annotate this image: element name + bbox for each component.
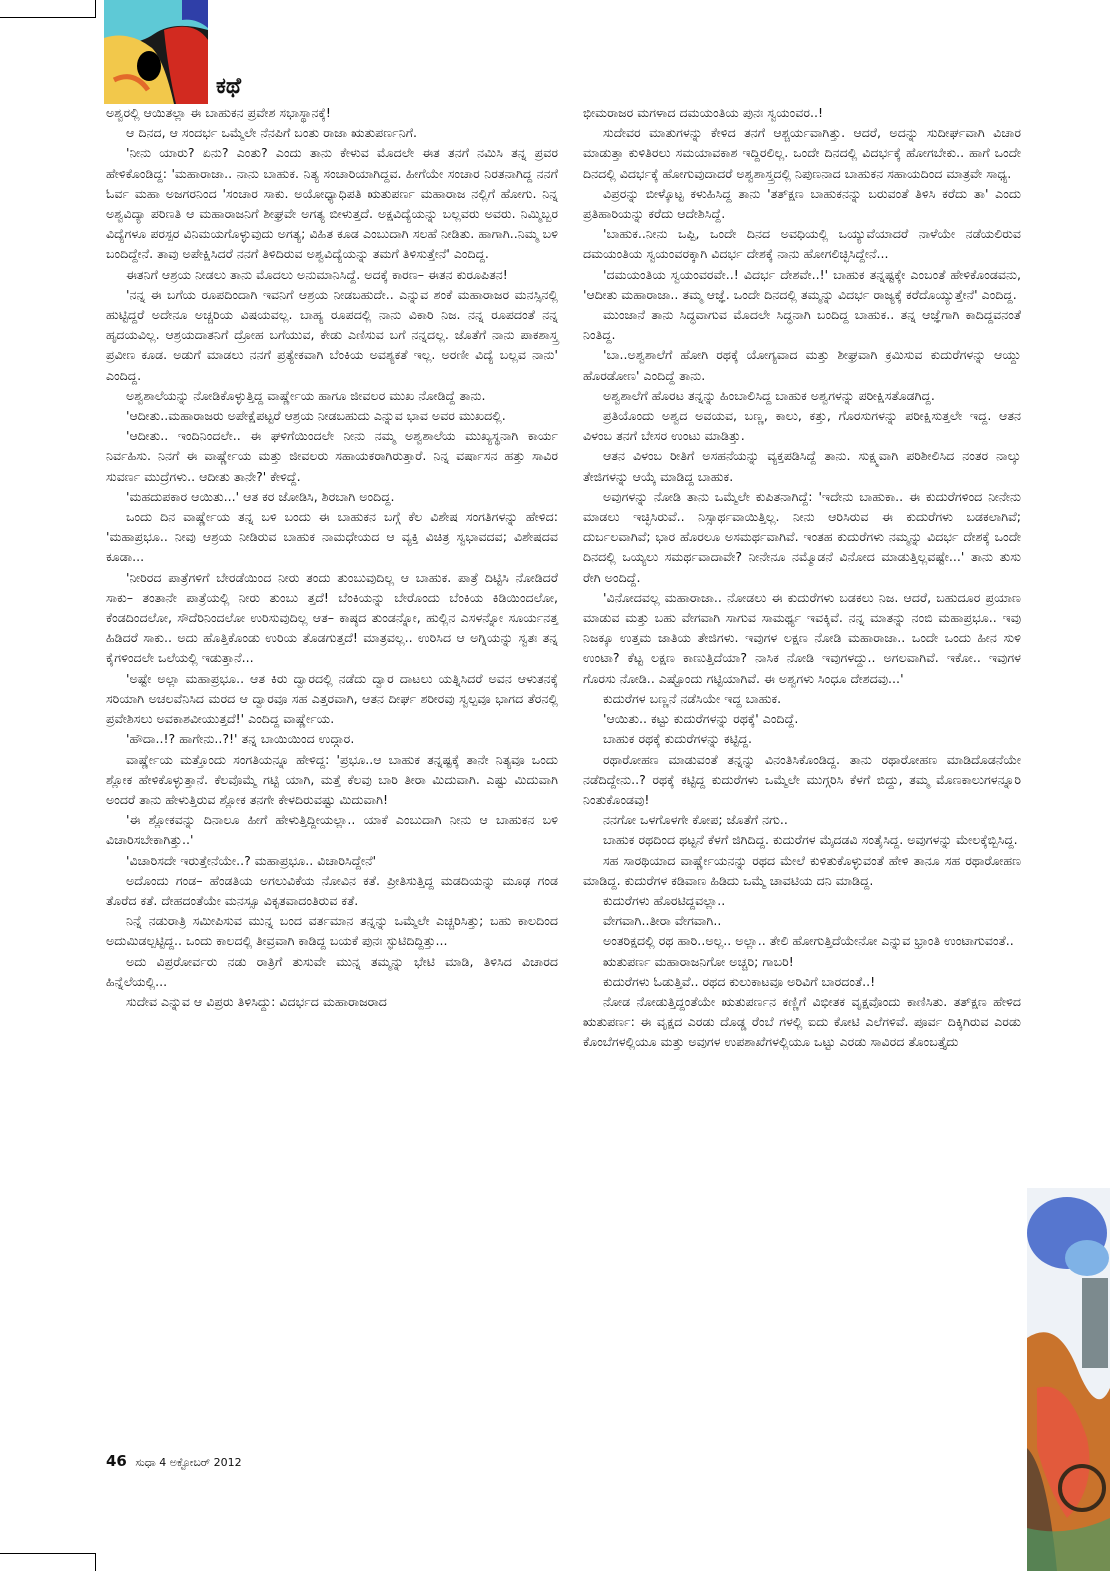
- paragraph: ನೋಡ ನೋಡುತ್ತಿದ್ದಂತೆಯೇ ಋತುಪರ್ಣನ ಕಣ್ಣಿಗೆ ವಿಭೀತಕ ವೃಕ್ಷವೊಂದು ಕಾಣಿಸಿತು. ತತ್‌ಕ್ಷಣ ಹೇಳಿದ ಋತುಪರ್ಣ: ಈ ವೃಕ್ಷದ ಎರಡು ದೊಡ್ಡ ರೆಂಬೆ ಗಳಲ್ಲಿ ಐದು ಕೋಟಿ ಎಲೆಗಳಿವೆ. ಪೂರ್ವ ದಿಕ್ಕಿಗಿರುವ ಎರಡು ಕೊಂಬೆಗಳಲ್ಲಿಯೂ ಮತ್ತು ಅವುಗಳ ಉಪಶಾಖೆಗಳಲ್ಲಿಯೂ ಒಟ್ಟು ಎರಡು ಸಾವಿರದ ತೊಂಬತ್ತೈದು: [583, 993, 1021, 1050]
- paragraph: ಅಶ್ವರಲ್ಲಿ ಆಯಿತಲ್ಲಾ ಈ ಬಾಹುಕನ ಪ್ರವೇಶ ಸಭಾಸ್ಥಾನಕ್ಕೆ!: [106, 105, 331, 120]
- paragraph: 'ದಮಯಂತಿಯ ಸ್ವಯಂವರವೇ..! ವಿದರ್ಭ ದೇಶವೇ..!' ಬಾಹುಕ ತನ್ನಷ್ಟಕ್ಕೇ ಎಂಬಂತೆ ಹೇಳಿಕೊಂಡವನು, 'ಆದೀತು ಮಹಾರಾಜಾ.. ತಮ್ಮ ಆಜ್ಞೆ. ಒಂದೇ ದಿನದಲ್ಲಿ ತಮ್ಮನ್ನು ವಿದರ್ಭ ರಾಜ್ಯಕ್ಕೆ ಕರೆದೊಯ್ಯುತ್ತೇನೆ' ಎಂದಿದ್ದ.: [583, 266, 1021, 302]
- paragraph: ನಿನ್ನೆ ನಡುರಾತ್ರಿ ಸಮೀಪಿಸುವ ಮುನ್ನ ಬಂದ ವರ್ತಮಾನ ತನ್ನನ್ನು ಒಮ್ಮೆಲೇ ಎಚ್ಚರಿಸಿತ್ತು; ಬಹು ಕಾಲದಿಂದ ಅದುಮಿಡಲ್ಪಟ್ಟಿದ್ದ.. ಒಂದು ಕಾಲದಲ್ಲಿ ತೀವ್ರವಾಗಿ ಕಾಡಿದ್ದ ಬಯಕೆ ಪುನಃ ಸ್ಫುಟಿದಿದ್ದಿತ್ತು...: [106, 913, 558, 949]
- crop-mark: [95, 1553, 96, 1571]
- paragraph: ಮುಂಜಾನೆ ತಾನು ಸಿದ್ಧವಾಗುವ ಮೊದಲೇ ಸಿದ್ಧನಾಗಿ ಬಂದಿದ್ದ ಬಾಹುಕ.. ತನ್ನ ಆಜ್ಞೆಗಾಗಿ ಕಾದಿದ್ದವನಂತೆ ನಿಂತಿದ್ದ.: [583, 307, 1021, 343]
- paragraph: ಕುದುರೆಗಳು ಓಡುತ್ತಿವೆ.. ರಥದ ಕುಲುಕಾಟವೂ ಅರಿವಿಗೆ ಬಾರದಂತೆ..!: [603, 973, 876, 989]
- paragraph: 'ಈ ಶ್ಲೋಕವನ್ನು ದಿನಾಲೂ ಹೀಗೆ ಹೇಳುತ್ತಿದ್ದೀಯಲ್ಲಾ.. ಯಾಕೆ ಎಂಬುದಾಗಿ ನೀನು ಆ ಬಾಹುಕನ ಬಳಿ ವಿಚಾರಿಸಬೇಕಾಗಿತ್ತು..': [106, 812, 558, 848]
- paragraph: ಅವುಗಳನ್ನು ನೋಡಿ ತಾನು ಒಮ್ಮೆಲೇ ಕುಪಿತನಾಗಿದ್ದೆ: 'ಇದೇನು ಬಾಹುಕಾ.. ಈ ಕುದುರೆಗಳಿಂದ ನೀನೇನು ಮಾಡಲು ಇಚ್ಛಿಸಿರುವೆ.. ನಿಸ್ಸಾರ್ಥವಾಯಿತ್ತಿಲ್ಲ. ನೀನು ಆರಿಸಿರುವ ಈ ಕುದುರೆಗಳು ಬಡಕಲಾಗಿವೆ; ದುರ್ಬಲವಾಗಿವೆ; ಭಾರ ಹೊರಲೂ ಅಸಮರ್ಥವಾಗಿವೆ. ಇಂತಹ ಕುದುರೆಗಳು ನಮ್ಮನ್ನು ವಿದರ್ಭ ದೇಶಕ್ಕೆ ಒಂದೇ ದಿನದಲ್ಲಿ ಒಯ್ಯಲು ಸಮರ್ಥವಾದಾವೇ? ನೀನೇನೂ ನಮ್ಮೊಡನೆ ವಿನೋದ ಮಾಡುತ್ತಿಲ್ಲವಷ್ಟೇ...' ತಾನು ತುಸು ರೇಗಿ ಅಂದಿದ್ದೆ.: [583, 488, 1021, 585]
- paragraph: 'ನನ್ನ ಈ ಬಗೆಯ ರೂಪದಿಂದಾಗಿ ಇವನಿಗೆ ಆಶ್ರಯ ನೀಡಬಹುದೇ.. ಎನ್ನುವ ಶಂಕೆ ಮಹಾರಾಜರ ಮನಸ್ಸಿನಲ್ಲಿ ಹುಟ್ಟಿದ್ದರೆ ಅದೇನೂ ಅಚ್ಚರಿಯ ವಿಷಯವಲ್ಲ. ಬಾಹ್ಯ ರೂಪದಲ್ಲಿ ನಾನು ವಿಕಾರಿ ನಿಜ. ನನ್ನ ರೂಪದಂತೆ ನನ್ನ ಹೃದಯವಿಲ್ಲ. ಆಶ್ರಯದಾತನಿಗೆ ದ್ರೋಹ ಬಗೆಯುವ, ಕೇಡು ಎಣಿಸುವ ಬಗೆ ನನ್ನದಲ್ಲ. ಜೊತೆಗೆ ನಾನು ಪಾಕಶಾಸ್ತ್ರ ಪ್ರವೀಣ ಕೂಡ. ಅಡುಗೆ ಮಾಡಲು ನನಗೆ ಪ್ರತ್ಯೇಕವಾಗಿ ಬೆಂಕಿಯ ಅವಶ್ಯಕತೆ ಇಲ್ಲ. ಅರಣೀ ವಿದ್ಯೆ ಬಲ್ಲವ ನಾನು' ಎಂದಿದ್ದ.: [106, 286, 558, 383]
- paragraph: 'ವಿಚಾರಿಸದೇ ಇರುತ್ತೇನೆಯೇ..? ಮಹಾಪ್ರಭೂ.. ವಿಚಾರಿಸಿದ್ದೇನೆ': [126, 852, 377, 868]
- paragraph: 'ನೀರಿರದ ಪಾತ್ರೆಗಳಿಗೆ ಬೇರಡೆಯಿಂದ ನೀರು ತಂದು ತುಂಬುವುದಿಲ್ಲ ಆ ಬಾಹುಕ. ಪಾತ್ರೆ ದಿಟ್ಟಿಸಿ ನೋಡಿದರೆ ಸಾಕು– ತಂತಾನೇ ಪಾತ್ರೆಯಲ್ಲಿ ನೀರು ತುಂಬು ತ್ತದೆ! ಬೆಂಕಿಯನ್ನು ಬೇರೊಂದು ಬೆಂಕಿಯ ಕಿಡಿಯಿಂದಲೋ, ಕೆಂಡದಿಂದಲೋ, ಸೌದೆರಿನಿಂದಲೋ ಉರಿಸುವುದಿಲ್ಲ ಆತ– ಕಾಷ್ಠದ ತುಂಡನ್ನೋ, ಹುಲ್ಲಿನ ಎಸಳನ್ನೋ ಸೂರ್ಯನತ್ತ ಹಿಡಿದರೆ ಸಾಕು.. ಅದು ಹೊತ್ತಿಕೊಂಡು ಉರಿಯ ತೊಡಗುತ್ತದೆ! ಮಾತ್ರವಲ್ಲ.. ಉರಿಸಿದ ಆ ಅಗ್ನಿಯನ್ನು ಸ್ವತಃ ತನ್ನ ಕೈಗಳಿಂದಲೇ ಒಲೆಯಲ್ಲಿ ಇಡುತ್ತಾನೆ...: [106, 569, 558, 666]
- story-illustration-icon: [104, 0, 208, 104]
- paragraph: ಈತನಿಗೆ ಆಶ್ರಯ ನೀಡಲು ತಾನು ಮೊದಲು ಅನುಮಾನಿಸಿದ್ದೆ. ಅದಕ್ಕೆ ಕಾರಣ– ಈತನ ಕುರೂಪಿತನ!: [126, 266, 508, 282]
- section-label: ಕಥೆ: [216, 74, 241, 99]
- paragraph: ಭೀಮರಾಜರ ಮಗಳಾದ ದಮಯಂತಿಯ ಪುನಃ ಸ್ವಯಂವರ..!: [583, 105, 824, 120]
- issue-date: 4 ಅಕ್ಟೋಬರ್ 2012: [159, 1456, 242, 1469]
- paragraph: 'ವಿನೋದವಲ್ಲ ಮಹಾರಾಜಾ.. ನೋಡಲು ಈ ಕುದುರೆಗಳು ಬಡಕಲು ನಿಜ. ಆದರೆ, ಬಹುದೂರ ಪ್ರಯಾಣ ಮಾಡುವ ಮತ್ತು ಬಹು ವೇಗವಾಗಿ ಸಾಗುವ ಸಾಮರ್ಥ್ಯ ಇವಕ್ಕಿವೆ. ನನ್ನ ಮಾತನ್ನು ನಂಬಿ ಮಹಾಪ್ರಭೂ.. ಇವು ನಿಜಕ್ಕೂ ಉತ್ತಮ ಜಾತಿಯ ತೇಜಿಗಳು. ಇವುಗಳ ಲಕ್ಷಣ ನೋಡಿ ಮಹಾರಾಜಾ.. ಒಂದೇ ಒಂದು ಹೀನ ಸುಳಿ ಉಂಟಾ? ಕೆಟ್ಟ ಲಕ್ಷಣ ಕಾಣುತ್ತಿದೆಯಾ? ನಾಸಿಕ ನೋಡಿ ಇವುಗಳದ್ದು.. ಅಗಲವಾಗಿವೆ. ಇಕೋ.. ಇವುಗಳ ಗೊರಸು ನೋಡಿ.. ಎಷ್ಟೊಂದು ಗಟ್ಟಿಯಾಗಿವೆ. ಈ ಅಶ್ವಗಳು ಸಿಂಧೂ ದೇಶದವು...': [583, 589, 1021, 686]
- paragraph: ಒಂದು ದಿನ ವಾರ್ಷ್ಣೇಯ ತನ್ನ ಬಳಿ ಬಂದು ಈ ಬಾಹುಕನ ಬಗ್ಗೆ ಕೆಲ ವಿಶೇಷ ಸಂಗತಿಗಳನ್ನು ಹೇಳಿದ: 'ಮಹಾಪ್ರಭೂ.. ನೀವು ಆಶ್ರಯ ನೀಡಿರುವ ಬಾಹುಕ ನಾಮಧೇಯದ ಆ ವ್ಯಕ್ತಿ ವಿಚಿತ್ರ ಸ್ವಭಾವದವ; ವಿಶೇಷದವ ಕೂಡಾ...: [106, 509, 558, 565]
- paragraph: 'ನೀನು ಯಾರು? ಏನು? ಎಂತು? ಎಂದು ತಾನು ಕೇಳುವ ಮೊದಲೇ ಈತ ತನಗೆ ನಮಿಸಿ ತನ್ನ ಪ್ರವರ ಹೇಳಿಕೊಂಡಿದ್ದ: 'ಮಹಾರಾಜಾ.. ನಾನು ಬಾಹುಕ. ನಿತ್ಯ ಸಂಚಾರಿಯಾಗಿದ್ದವ. ಹೀಗೆಯೇ ಸಂಚಾರ ನಿರತನಾಗಿದ್ದ ನನಗೆ ಓರ್ವ ಮಹಾ ಅಜಗರನಿಂದ 'ಸಂಚಾರ ಸಾಕು. ಅಯೋಧ್ಯಾಧಿಪತಿ ಋತುಪರ್ಣ ಮಹಾರಾಜ ನಲ್ಲಿಗೆ ಹೋಗು. ನಿನ್ನ ಅಶ್ವವಿದ್ಯಾ ಪರಿಣತಿ ಆ ಮಹಾರಾಜನಿಗೆ ಶೀಘ್ರವೇ ಅಗತ್ಯ ಬೀಳುತ್ತದೆ. ಅಕ್ಷವಿದ್ಯೆಯನ್ನು ಬಲ್ಲವರು ಅವರು. ನಿಮ್ಮಿಬ್ಬರ ವಿದ್ಯೆಗಳೂ ಪರಸ್ಪರ ವಿನಿಮಯಗೊಳ್ಳುವುದು ಅಗತ್ಯ; ವಿಹಿತ ಕೂಡ ಎಂಬುದಾಗಿ ಸಲಹೆ ನೀಡಿತು. ಹಾಗಾಗಿ..ನಿಮ್ಮ ಬಳಿ ಬಂದಿದ್ದೇನೆ. ತಾವು ಅಪೇಕ್ಷಿಸಿದರೆ ನನಗೆ ತಿಳಿದಿರುವ ಅಶ್ವವಿದ್ಯೆಯನ್ನು ತಮಗೆ ತಿಳಿಸುತ್ತೇನೆ' ಎಂದಿದ್ದ.: [106, 145, 558, 262]
- paragraph: ಬಾಹುಕ ರಥದಿಂದ ಥಟ್ಟನೆ ಕೆಳಗೆ ಜಿಗಿದಿದ್ದ. ಕುದುರೆಗಳ ಮೈದಡವಿ ಸಂತೈಸಿದ್ದ. ಅವುಗಳನ್ನು ಮೇಲಕ್ಕೆಬ್ಬಿಸಿದ್ದ.: [603, 832, 1018, 848]
- paragraph: ಋತುಪರ್ಣ ಮಹಾರಾಜನಿಗೋ ಅಚ್ಚರಿ; ಗಾಬರಿ!: [603, 953, 794, 969]
- paragraph: 'ಬಾಹುಕ..ನೀನು ಒಪ್ಪಿ, ಒಂದೇ ದಿನದ ಅವಧಿಯಲ್ಲಿ ಒಯ್ಯುವೆಯಾದರೆ ನಾಳೆಯೇ ನಡೆಯಲಿರುವ ದಮಯಂತಿಯ ಸ್ವಯಂವರಕ್ಕಾಗಿ ವಿದರ್ಭ ದೇಶಕ್ಕೆ ನಾನು ಹೋಗಲಿಚ್ಛಿಸಿದ್ದೇನೆ...: [583, 226, 1021, 262]
- crop-mark: [0, 1553, 96, 1554]
- article-column-left: [106, 103, 558, 1012]
- paragraph: ಬಾಹುಕ ರಥಕ್ಕೆ ಕುದುರೆಗಳನ್ನು ಕಟ್ಟಿದ್ದ.: [603, 731, 753, 747]
- paragraph: 'ಆದೀತು.. ಇಂದಿನಿಂದಲೇ.. ಈ ಘಳಿಗೆಯಿಂದಲೇ ನೀನು ನಮ್ಮ ಅಶ್ವಶಾಲೆಯ ಮುಖ್ಯಸ್ಥನಾಗಿ ಕಾರ್ಯ ನಿರ್ವಹಿಸು. ನಿನಗೆ ಈ ವಾರ್ಷ್ಣೇಯ ಮತ್ತು ಜೀವಲರು ಸಹಾಯಕರಾಗಿರುತ್ತಾರೆ. ನಿನ್ನ ವರ್ಷಾಸನ ಹತ್ತು ಸಾವಿರ ಸುವರ್ಣ ಮುದ್ರೆಗಳು.. ಆದೀತು ತಾನೇ?' ಕೇಳಿದ್ದೆ.: [106, 428, 558, 484]
- crop-mark: [95, 0, 96, 18]
- chariot-illustration-icon: [1027, 1188, 1110, 1571]
- paragraph: ಅದು ವಿಪ್ರರೋರ್ವರು ನಡು ರಾತ್ರಿಗೆ ತುಸುವೇ ಮುನ್ನ ತಮ್ಮನ್ನು ಭೇಟಿ ಮಾಡಿ, ತಿಳಿಸಿದ ವಿಚಾರದ ಹಿನ್ನೆಲೆಯಲ್ಲಿ...: [106, 953, 558, 989]
- paragraph: 'ಮಹದುಪಕಾರ ಆಯಿತು...' ಆತ ಕರ ಜೋಡಿಸಿ, ಶಿರಬಾಗಿ ಅಂದಿದ್ದ.: [126, 488, 395, 504]
- article-column-right: [583, 103, 1021, 1053]
- paragraph: ಕುದುರೆಗಳು ಹೊರಟಿದ್ದವಲ್ಲಾ..: [603, 892, 726, 908]
- paragraph: ಆ ದಿನದ, ಆ ಸಂದರ್ಭ ಒಮ್ಮೆಲೇ ನೆನಪಿಗೆ ಬಂತು ರಾಜಾ ಋತುಪರ್ಣನಿಗೆ.: [126, 125, 418, 141]
- magazine-name: ಸುಧಾ: [135, 1456, 156, 1469]
- paragraph: ಕುದುರೆಗಳ ಬಣ್ಣನೆ ನಡೆಸಿಯೇ ಇದ್ದ ಬಾಹುಕ.: [603, 690, 782, 706]
- paragraph: 'ಬಾ..ಅಶ್ವಶಾಲೆಗೆ ಹೋಗಿ ರಥಕ್ಕೆ ಯೋಗ್ಯವಾದ ಮತ್ತು ಶೀಘ್ರವಾಗಿ ಕ್ರಮಿಸುವ ಕುದುರೆಗಳನ್ನು ಆಯ್ದು ಹೊರಡೋಣ' ಎಂದಿದ್ದೆ ತಾನು.: [583, 347, 1021, 383]
- paragraph: ಸುದೇವರ ಮಾತುಗಳನ್ನು ಕೇಳಿದ ತನಗೆ ಆಶ್ಚರ್ಯವಾಗಿತ್ತು. ಆದರೆ, ಅದನ್ನು ಸುದೀರ್ಘವಾಗಿ ವಿಚಾರ ಮಾಡುತ್ತಾ ಕುಳಿತಿರಲು ಸಮಯಾವಕಾಶ ಇದ್ದಿರಲಿಲ್ಲ. ಒಂದೇ ದಿನದಲ್ಲಿ ವಿದರ್ಭಕ್ಕೆ ಹೋಗಬೇಕು.. ಹಾಗೆ ಒಂದೇ ದಿನದಲ್ಲಿ ವಿದರ್ಭಕ್ಕೆ ಹೋಗುವುದಾದರೆ ಅಶ್ವಶಾಸ್ತ್ರದಲ್ಲಿ ನಿಪುಣನಾದ ಬಾಹುಕನ ಸಹಾಯದಿಂದ ಮಾತ್ರವೇ ಸಾಧ್ಯ.: [583, 125, 1021, 181]
- paragraph: ಅಶ್ವಶಾಲೆಯನ್ನು ನೋಡಿಕೊಳ್ಳುತ್ತಿದ್ದ ವಾರ್ಷ್ಣೇಯ ಹಾಗೂ ಜೀವಲರ ಮುಖ ನೋಡಿದ್ದೆ ತಾನು.: [126, 387, 486, 403]
- paragraph: ನನಗೋ ಒಳಗೊಳಗೇ ಕೋಪ; ಜೊತೆಗೆ ನಗು..: [603, 812, 788, 828]
- paragraph: ಅಶ್ವಶಾಲೆಗೆ ಹೊರಟ ತನ್ನನ್ನು ಹಿಂಬಾಲಿಸಿದ್ದ ಬಾಹುಕ ಅಶ್ವಗಳನ್ನು ಪರೀಕ್ಷಿಸತೊಡಗಿದ್ದ.: [603, 387, 935, 403]
- paragraph: ಸುದೇವ ಎನ್ನುವ ಆ ವಿಪ್ರರು ತಿಳಿಸಿದ್ದು: ವಿದರ್ಭದ ಮಹಾರಾಜರಾದ: [126, 993, 387, 1009]
- paragraph: ಆತನ ವಿಳಂಬ ರೀತಿಗೆ ಅಸಹನೆಯನ್ನು ವ್ಯಕ್ತಪಡಿಸಿದ್ದೆ ತಾನು. ಸುಕ್ಷ್ಮವಾಗಿ ಪರಿಶೀಲಿಸಿದ ನಂತರ ನಾಲ್ಕು ತೇಜಿಗಳನ್ನು ಆಯ್ಕೆ ಮಾಡಿದ್ದ ಬಾಹುಕ.: [583, 448, 1021, 484]
- paragraph: 'ಆಯಿತು.. ಕಟ್ಟು ಕುದುರೆಗಳನ್ನು ರಥಕ್ಕೆ' ಎಂದಿದ್ದೆ.: [603, 711, 799, 727]
- paragraph: ಅದೊಂದು ಗಂಡ– ಹೆಂಡತಿಯ ಅಗಲುವಿಕೆಯ ನೋವಿನ ಕತೆ. ಪ್ರೀತಿಸುತ್ತಿದ್ದ ಮಡದಿಯನ್ನು ಮೂಢ ಗಂಡ ತೊರೆದ ಕತೆ. ದೇಹದಂತೆಯೇ ಮನಸ್ಸೂ ವಿಕೃತವಾದಂತಿರುವ ಕತೆ.: [106, 872, 558, 908]
- paragraph: 'ಆದೀತು..ಮಹಾರಾಜರು ಅಪೇಕ್ಷೆಪಟ್ಟರೆ ಆಶ್ರಯ ನೀಡಬಹುದು ಎನ್ನುವ ಭಾವ ಅವರ ಮುಖದಲ್ಲಿ.: [126, 408, 506, 424]
- crop-mark: [0, 17, 96, 18]
- paragraph: ಸಹ ಸಾರಥಿಯಾದ ವಾರ್ಷ್ಣೇಯನನ್ನು ರಥದ ಮೇಲೆ ಕುಳಿತುಕೊಳ್ಳುವಂತೆ ಹೇಳಿ ತಾನೂ ಸಹ ರಥಾರೋಹಣ ಮಾಡಿದ್ದ. ಕುದುರೆಗಳ ಕಡಿವಾಣ ಹಿಡಿದು ಒಮ್ಮೆ ಚಾವಟಿಯ ದನಿ ಮಾಡಿದ್ದ.: [583, 852, 1021, 888]
- paragraph: ರಥಾರೋಹಣ ಮಾಡುವಂತೆ ತನ್ನನ್ನು ವಿನಂತಿಸಿಕೊಂಡಿದ್ದ. ತಾನು ರಥಾರೋಹಣ ಮಾಡಿದೊಡನೆಯೇ ನಡೆದಿದ್ದೇನು..? ರಥಕ್ಕೆ ಕಟ್ಟಿದ್ದ ಕುದುರೆಗಳು ಒಮ್ಮೆಲೇ ಮುಗ್ಗರಿಸಿ ಕೆಳಗೆ ಬಿದ್ದು, ತಮ್ಮ ಮೊಣಕಾಲುಗಳನ್ನೂರಿ ನಿಂತುಕೊಂಡವು!: [583, 751, 1021, 807]
- page-number: 46: [106, 1452, 127, 1470]
- paragraph: ವಾರ್ಷ್ಣೇಯ ಮತ್ತೊಂದು ಸಂಗತಿಯನ್ನೂ ಹೇಳಿದ್ದ: 'ಪ್ರಭೂ..ಆ ಬಾಹುಕ ತನ್ನಷ್ಟಕ್ಕೆ ತಾನೇ ನಿತ್ಯವೂ ಒಂದು ಶ್ಲೋಕ ಹೇಳಿಕೊಳ್ಳುತ್ತಾನೆ. ಕೆಲವೊಮ್ಮೆ ಗಟ್ಟಿ ಯಾಗಿ, ಮತ್ತೆ ಕೆಲವು ಬಾರಿ ತೀರಾ ಮಿದುವಾಗಿ. ಎಷ್ಟು ಮಿದುವಾಗಿ ಅಂದರೆ ತಾನು ಹೇಳುತ್ತಿರುವ ಶ್ಲೋಕ ತನಗೇ ಕೇಳದಿರುವಷ್ಟು ಮಿದುವಾಗಿ!: [106, 751, 558, 807]
- page-footer: [106, 1452, 242, 1470]
- paragraph: ವೇಗವಾಗಿ..ತೀರಾ ವೇಗವಾಗಿ..: [603, 913, 722, 929]
- paragraph: ಅಂತರಿಕ್ಷದಲ್ಲಿ ರಥ ಹಾರಿ..ಅಲ್ಲ.. ಅಲ್ಲಾ.. ತೇಲಿ ಹೋಗುತ್ತಿದೆಯೇನೋ ಎನ್ನುವ ಭ್ರಾಂತಿ ಉಂಟಾಗುವಂತೆ..: [603, 933, 1014, 949]
- paragraph: ವಿಪ್ರರನ್ನು ಬೀಳ್ಕೊಟ್ಟ ಕಳುಹಿಸಿದ್ದ ತಾನು 'ತತ್‌ಕ್ಷಣ ಬಾಹುಕನನ್ನು ಬರುವಂತೆ ತಿಳಿಸಿ ಕರೆದು ತಾ' ಎಂದು ಪ್ರತಿಹಾರಿಯನ್ನು ಕರೆದು ಆದೇಶಿಸಿದ್ದೆ.: [583, 185, 1021, 222]
- paragraph: 'ಅಷ್ಟೇ ಅಲ್ಲಾ ಮಹಾಪ್ರಭೂ.. ಆತ ಕಿರು ದ್ವಾರದಲ್ಲಿ ನಡೆದು ದ್ವಾರ ದಾಟಲು ಯತ್ನಿಸಿದರೆ ಅವನ ಆಳುತನಕ್ಕೆ ಸರಿಯಾಗಿ ಅಚಲವೆನಿಸಿದ ಮರದ ಆ ದ್ವಾರವೂ ಸಹ ಎತ್ತರವಾಗಿ, ಆತನ ದೀರ್ಘ ಶರೀರವು ಸ್ವಲ್ಪವೂ ಭಾಗದ ತೆರನಲ್ಲಿ ಪ್ರವೇಶಿಸಲು ಅವಕಾಶವೀಯುತ್ತದೆ!' ಎಂದಿದ್ದ ವಾರ್ಷ್ಣೇಯ.: [106, 670, 558, 727]
- paragraph: ಪ್ರತಿಯೊಂದು ಅಶ್ವದ ಅವಯವ, ಬಣ್ಣ, ಕಾಲು, ಕತ್ತು, ಗೊರಸುಗಳನ್ನು ಪರೀಕ್ಷಿಸುತ್ತಲೇ ಇದ್ದ. ಆತನ ವಿಳಂಬ ತನಗೆ ಬೇಸರ ಉಂಟು ಮಾಡಿತ್ತು.: [583, 408, 1021, 444]
- paragraph: 'ಹೌದಾ..!? ಹಾಗೇನು..?!' ತನ್ನ ಬಾಯಿಯಿಂದ ಉದ್ಗಾರ.: [126, 731, 355, 747]
